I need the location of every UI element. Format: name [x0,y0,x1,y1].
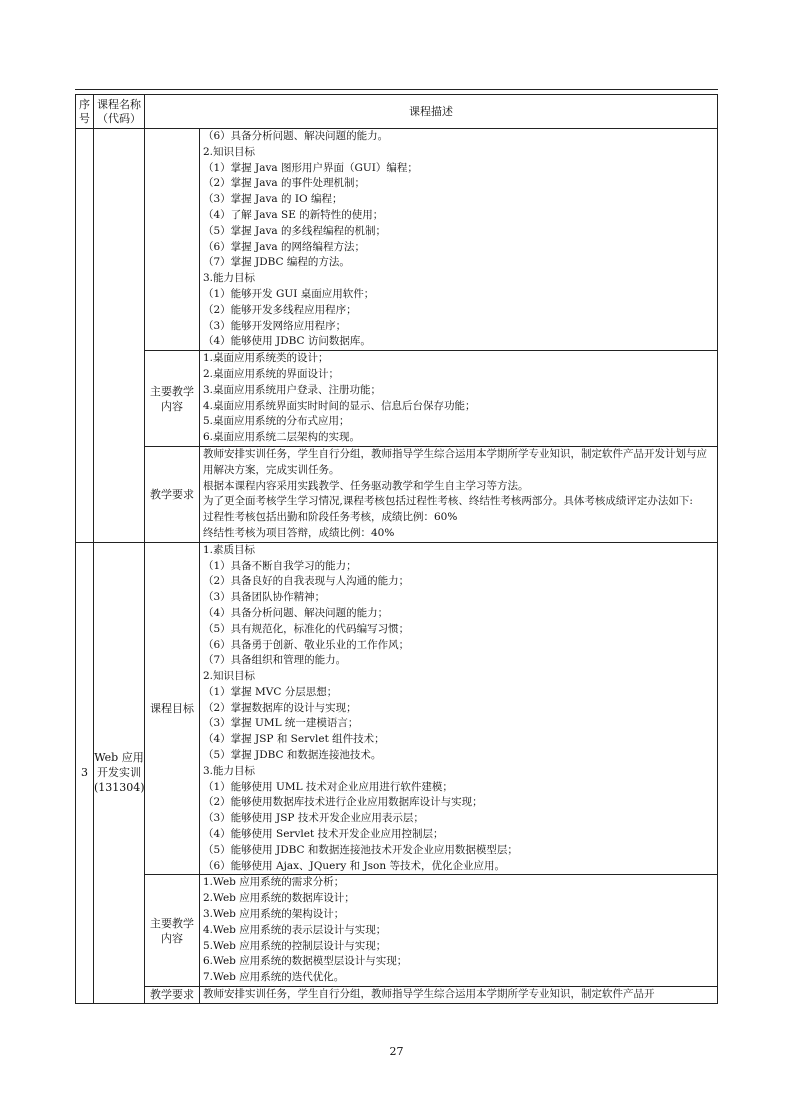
text-line: 2.知识目标 [203,145,256,158]
text-line: （2）具备良好的自我表现与人沟通的能力； [203,575,410,588]
text-line: 过程性考核包括出勤和阶段任务考核，成绩比例：60% [203,511,458,524]
text-line: 终结性考核为项目答辩，成绩比例：40% [203,526,395,539]
header-course-name: 课程名称 （代码） [94,95,145,129]
text-line: （5）掌握 JDBC 和数据连接池技术。 [203,749,382,762]
row3-goal-label: 课程目标 [145,542,200,875]
text-line: 6.Web 应用系统的数据模型层设计与实现； [203,955,408,968]
text-line: （1）具备不断自我学习的能力； [203,559,357,572]
text-line: （7）具备组织和管理的能力。 [203,654,347,667]
row3-req-line: 教师安排实训任务，学生自行分组，教师指导学生综合运用本学期所学专业知识，制定软件产品开 [203,988,655,1001]
prev-content-row [76,351,718,447]
text-line: 5.Web 应用系统的控制层设计与实现； [203,939,387,952]
prev-seq-cell [76,129,94,543]
prev-goal-row [76,129,718,351]
text-line: 3.能力目标 [203,272,256,285]
text-line: （4）能够使用 Servlet 技术开发企业应用控制层； [203,828,444,841]
prev-name-cell [94,129,145,543]
text-line: 1.素质目标 [203,543,256,556]
text-line: 根据本课程内容采用实践教学、任务驱动教学和学生自主学习等方法。 [203,479,529,492]
prev-req-label: 教学要求 [145,446,200,542]
text-line: （5）能够使用 JDBC 和数据连接池技术开发企业应用数据模型层； [203,843,518,856]
prev-goal-label-cell [145,129,200,351]
page-top-rule [75,89,718,90]
text-line: 为了更全面考核学生学习情况,课程考核包括过程性考核、终结性考核两部分。具体考核成绩评定办法如下: [203,495,693,508]
header-seq: 序 号 [76,95,94,129]
page-number: 27 [389,1045,404,1058]
text-line: （4）了解 Java SE 的新特性的使用； [203,208,384,221]
text-line: （5）掌握 Java 的多线程编程的机制； [203,224,387,237]
text-line: （1）能够使用 UML 技术对企业应用进行软件建模； [203,780,453,793]
text-line: 2.知识目标 [203,670,256,683]
row3-req-desc [200,987,718,1004]
prev-content-desc [200,351,718,447]
text-line: （2）掌握数据库的设计与实现； [203,701,357,714]
row3-content-desc [200,875,718,987]
text-line: （1）能够开发 GUI 桌面应用软件； [203,287,375,300]
text-line: 7.Web 应用系统的迭代优化。 [203,971,345,984]
header-description: 课程描述 [145,95,718,129]
text-line: 1.桌面应用系统类的设计； [203,352,329,365]
prev-goal-desc [200,129,718,351]
text-line: （7）掌握 JDBC 编程的方法。 [203,256,350,269]
text-line: （2）掌握 Java 的事件处理机制； [203,177,366,190]
text-line: （2）能够使用数据库技术进行企业应用数据库设计与实现； [203,796,483,809]
text-line: 3.Web 应用系统的架构设计； [203,908,345,921]
text-line: （1）掌握 MVC 分层思想； [203,685,338,698]
row3-req-row [76,987,718,1004]
text-line: （6）掌握 Java 的网络编程方法； [203,240,366,253]
text-line: （4）能够使用 JDBC 访问数据库。 [203,335,371,348]
text-line: 4.Web 应用系统的表示层设计与实现； [203,923,387,936]
text-line: 1.Web 应用系统的需求分析； [203,876,345,889]
text-line: （4）具备分析问题、解决问题的能力； [203,606,389,619]
text-line: （6）能够使用 Ajax、JQuery 和 Json 等技术，优化企业应用。 [203,859,505,872]
text-line: 6.桌面应用系统二层架构的实现。 [203,431,361,444]
row3-goal-row [76,542,718,875]
text-line: 2.Web 应用系统的数据库设计； [203,892,355,905]
row3-content-label: 主要教学 内容 [145,875,200,987]
text-line: （2）能够开发多线程应用程序； [203,303,357,316]
table-header-row [76,95,718,129]
text-line: （6）具备分析问题、解决问题的能力。 [203,130,389,142]
row3-content-row [76,875,718,987]
row3-goal-desc [200,542,718,875]
text-line: 3.能力目标 [203,764,256,777]
text-line: 5.桌面应用系统的分布式应用； [203,415,350,428]
text-line: （1）掌握 Java 图形用户界面（GUI）编程； [203,161,418,174]
text-line: 2.桌面应用系统的界面设计； [203,367,340,380]
row3-course-name: Web 应用 开发实训 (131304) [94,542,145,1003]
text-line: （3）掌握 Java 的 IO 编程； [203,193,343,206]
text-line: （5）具有规范化，标准化的代码编写习惯； [203,622,410,635]
course-table [75,94,718,1004]
text-line: 4.桌面应用系统界面实时时间的显示、信息后台保存功能； [203,399,476,412]
text-line: 3.桌面应用系统用户登录、注册功能； [203,383,382,396]
text-line: （3）能够使用 JSP 技术开发企业应用表示层； [203,812,424,825]
prev-req-row [76,446,718,542]
text-line: （3）能够开发网络应用程序； [203,319,347,332]
text-line: 教师安排实训任务，学生自行分组，教师指导学生综合运用本学期所学专业知识，制定软件产品开发计划与应用解决方案，完成实训任务。 [203,447,707,476]
text-line: （6）具备勇于创新、敬业乐业的工作作风； [203,638,410,651]
prev-req-desc [200,446,718,542]
row3-req-label: 教学要求 [145,987,200,1004]
prev-content-label: 主要教学 内容 [145,351,200,447]
text-line: （3）具备团队协作精神； [203,591,326,604]
text-line: （4）掌握 JSP 和 Servlet 组件技术； [203,733,385,746]
text-line: （3）掌握 UML 统一建模语言； [203,717,359,730]
row3-seq: 3 [76,542,94,1003]
